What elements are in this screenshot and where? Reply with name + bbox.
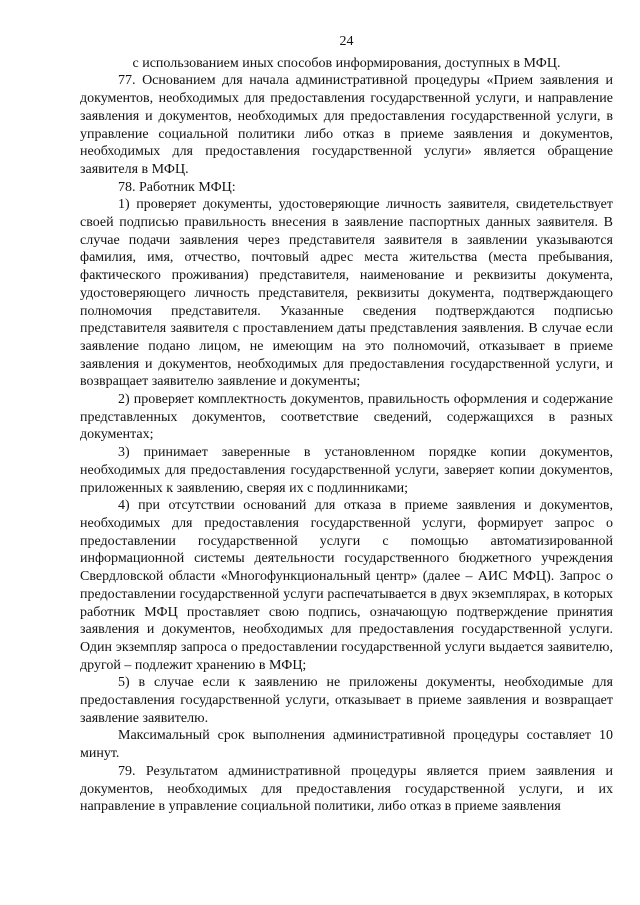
- paragraph-78-item-5: 5) в случае если к заявлению не приложены документы, необходимые для предоставления государственной услуги, отказывает в приеме заявления и возвращает заявление заявителю.: [80, 675, 613, 726]
- paragraph-78-item-3: 3) принимает заверенные в установленном порядке копии документов, необходимых для предоставления государственной услуги, заверяет копии документов, приложенных к заявлению, сверяя их с подлинниками;: [80, 445, 613, 496]
- page-number: 24: [339, 34, 354, 49]
- document-body: [80, 55, 613, 816]
- paragraph-continuation: с использованием иных способов информирования, доступных в МФЦ.: [132, 55, 561, 71]
- paragraph-78: 78. Работник МФЦ:: [118, 179, 236, 195]
- paragraph-77: 77. Основанием для начала административной процедуры «Прием заявления и документов, необходимых для предоставления государственной услуги, и направление заявления и документов, необходимых для предоставления государственной услуги, в управление социальной политики либо отказ в приеме заявления и документов, необходимых для предоставления государственной услуги» является обращение заявителя в МФЦ.: [80, 73, 613, 177]
- document-page: [80, 33, 613, 816]
- paragraph-79: 79. Результатом административной процедуры является прием заявления и документов, необходимых для предоставления государственной услуги, и их направление в управление социальной политики, либо отказ в приеме заявления: [80, 763, 613, 815]
- paragraph-78-item-1: 1) проверяет документы, удостоверяющие личность заявителя, свидетельствует своей подписью правильность внесения в заявление паспортных данных заявителя. В случае подачи заявления через представителя заявителя в заявлении указываются фамилия, имя, отчество, почтовый адрес места жительства (места пребывания, фактического проживания) представителя, наименование и реквизиты документа, удостоверяющего личность представителя, реквизиты документа, подтверждающего полномочия представителя. Указанные сведения подтверждаются подписью представителя заявителя с проставлением даты представления заявления. В случае если заявление подано лицом, не имеющим на это полномочий, отказывает в приеме заявления и документов, необходимых для предоставления государственной услуги, и возвращает заявителю заявление и документы;: [80, 197, 613, 390]
- paragraph-78-item-4: 4) при отсутствии оснований для отказа в приеме заявления и документов, необходимых для предоставления государственной услуги, формирует запрос о предоставлении государственной услуги с помощью автоматизированной информационной системы деятельности государственного бюджетного учреждения Свердловской области «Многофункциональный центр» (далее – АИС МФЦ). Запрос о предоставлении государственной услуги распечатывается в двух экземплярах, в которых работник МФЦ проставляет свою подпись, означающую подтверждение принятия заявления и документов, необходимых для предоставления государственной услуги. Один экземпляр запроса о предоставлении государственной услуги выдается заявителю, другой – подлежит хранению в МФЦ;: [80, 498, 613, 673]
- paragraph-78-item-2: 2) проверяет комплектность документов, правильность оформления и содержание представленных документов, соответствие сведений, содержащихся в разных документах;: [80, 392, 613, 443]
- paragraph-max-term: Максимальный срок выполнения административной процедуры составляет 10 минут.: [80, 728, 613, 762]
